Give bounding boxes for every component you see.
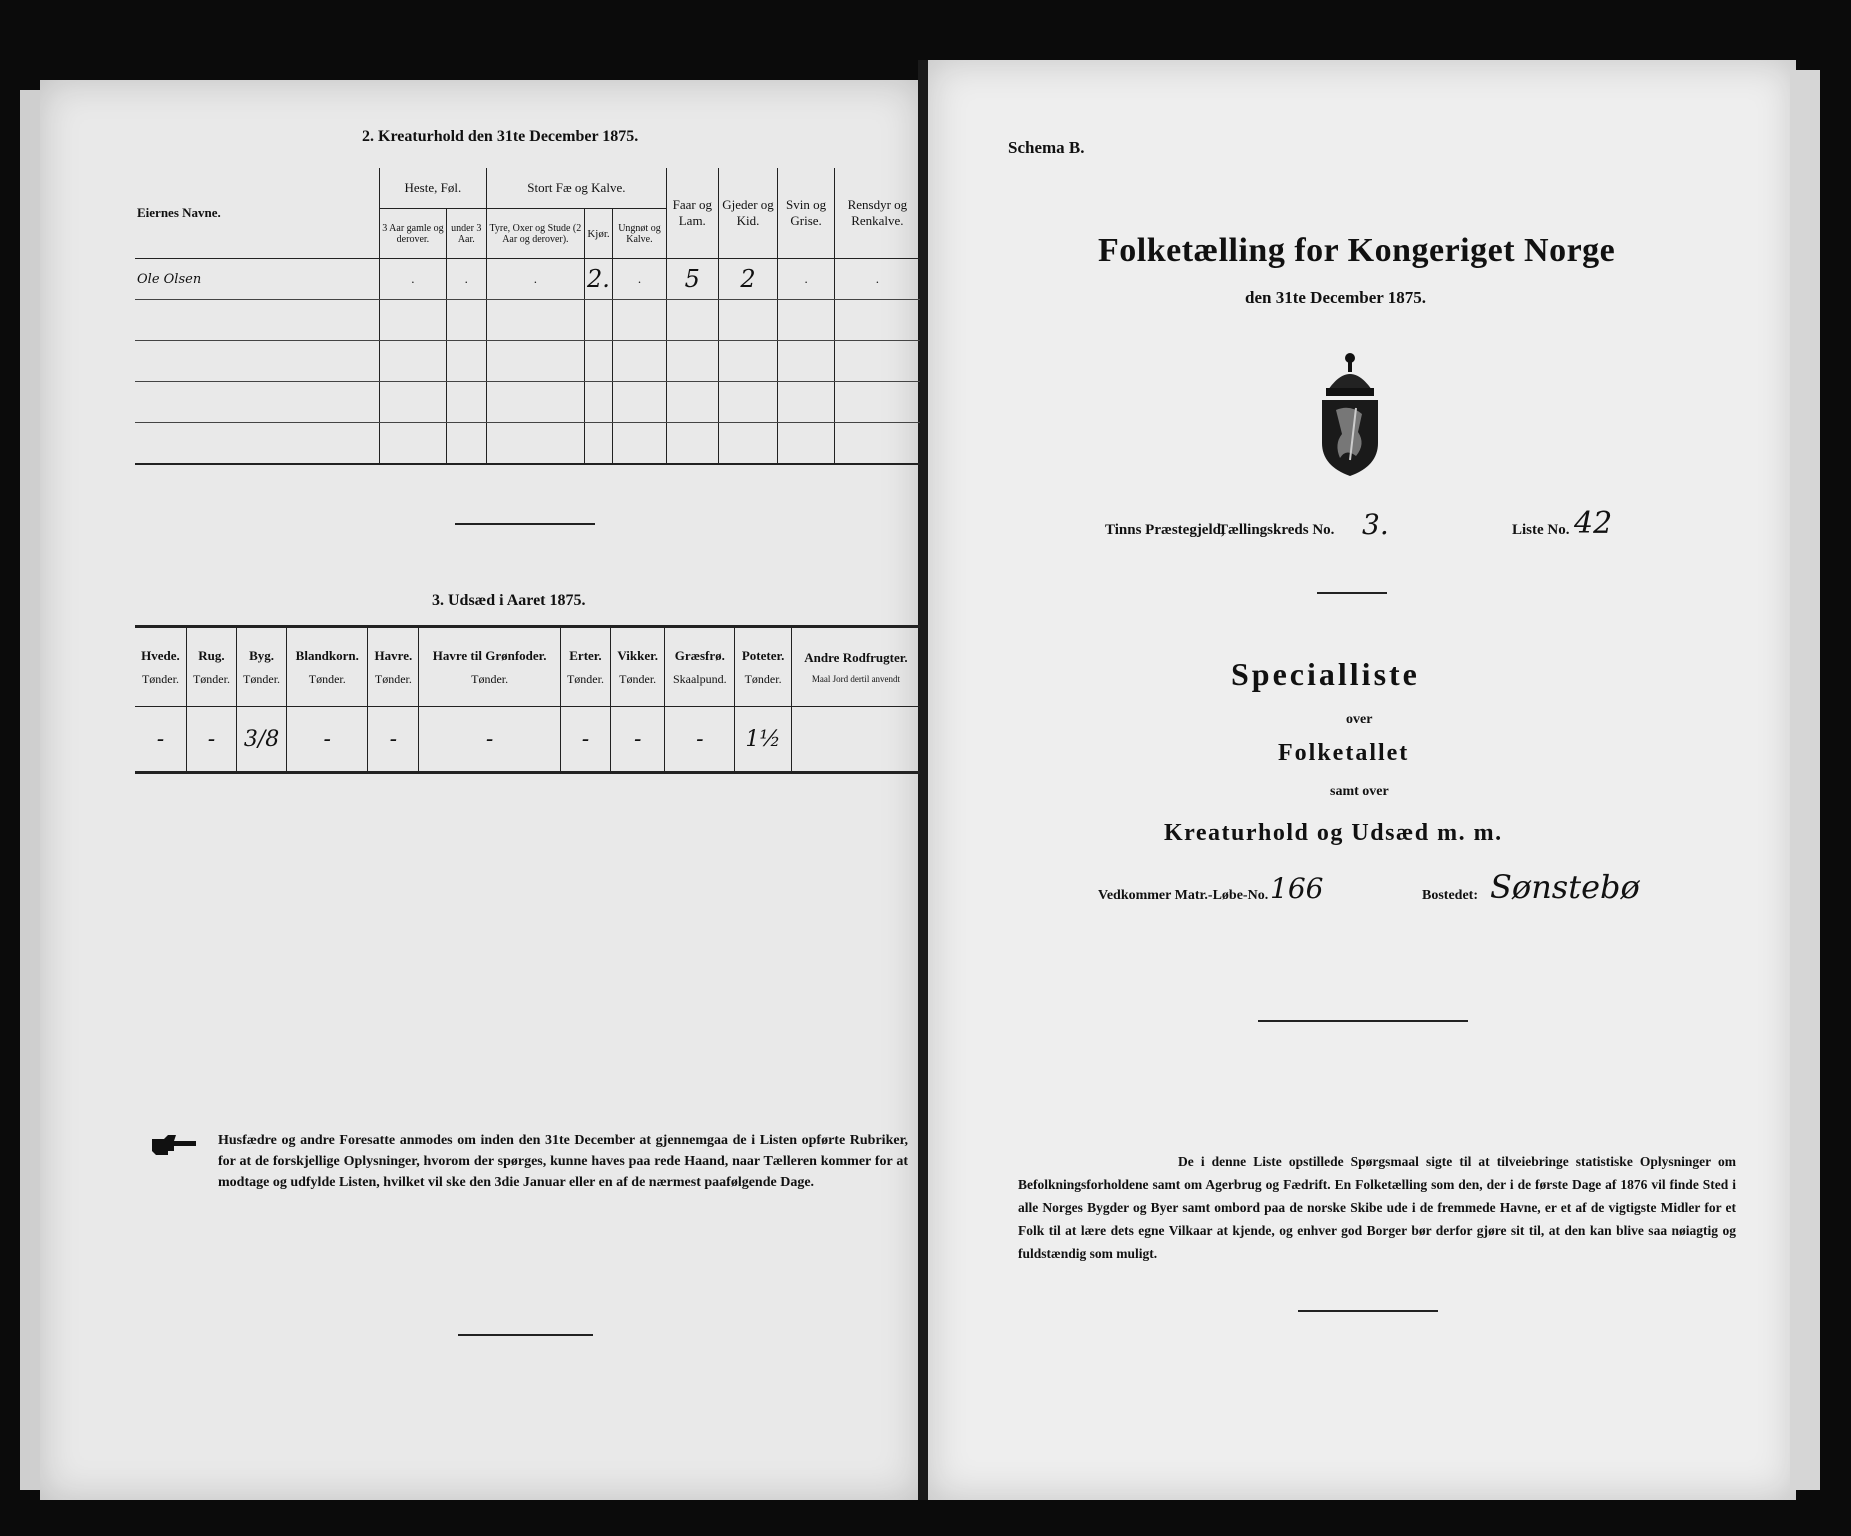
table-row bbox=[135, 300, 920, 341]
owner-name: Ole Olsen bbox=[135, 259, 380, 300]
unit-label: Tønder. bbox=[141, 671, 179, 686]
sheep-header: Faar og Lam. bbox=[666, 168, 718, 259]
sowing-column-header bbox=[419, 627, 561, 707]
goats-header: Gjeder og Kid. bbox=[718, 168, 778, 259]
census-title: Folketælling for Kongeriget Norge bbox=[1098, 232, 1616, 269]
divider bbox=[1317, 592, 1387, 594]
cell-value: . bbox=[380, 259, 447, 300]
matr-number: 166 bbox=[1270, 872, 1324, 905]
crop-name: Havre. bbox=[374, 647, 413, 663]
cell-value: . bbox=[446, 259, 486, 300]
cell-value: - bbox=[156, 726, 165, 752]
sowing-column-header bbox=[135, 627, 186, 707]
divider bbox=[458, 1334, 593, 1336]
crop-name: Græsfrø. bbox=[674, 647, 725, 663]
unit-label: Tønder. bbox=[619, 671, 657, 686]
bulls-header: Tyre, Oxer og Stude (2 Aar og derover). bbox=[486, 209, 584, 259]
unit-label: Maal Jord dertil anvendt bbox=[811, 674, 901, 684]
place-name: Sønstebø bbox=[1490, 868, 1640, 906]
sowing-table bbox=[135, 625, 920, 774]
cell-value bbox=[791, 707, 920, 773]
cell-value: - bbox=[287, 707, 368, 773]
sowing-column-header bbox=[611, 627, 665, 707]
unit-label: Tønder. bbox=[374, 671, 412, 686]
sowing-column-header bbox=[237, 627, 287, 707]
cell-value: - bbox=[419, 707, 561, 773]
table-row bbox=[135, 423, 920, 465]
cell-value: . bbox=[834, 259, 920, 300]
horses-adult-header: 3 Aar gamle og derover. bbox=[380, 209, 447, 259]
section2-title: 2. Kreaturhold den 31te December 1875. bbox=[362, 128, 639, 145]
unit-label: Tønder. bbox=[308, 671, 346, 686]
divider bbox=[1298, 1310, 1438, 1312]
livestock-table bbox=[135, 168, 920, 465]
unit-label: Tønder. bbox=[566, 671, 604, 686]
cell-value: 5 bbox=[666, 259, 718, 300]
sowing-column-header bbox=[368, 627, 419, 707]
sowing-column-header bbox=[735, 627, 792, 707]
crop-name: Andre Rodfrugter. bbox=[804, 650, 908, 665]
samt-over-label: samt over bbox=[1330, 784, 1389, 799]
place-label: Bostedet: bbox=[1422, 888, 1478, 903]
subheading: Kreaturhold og Udsæd m. m. bbox=[1164, 820, 1503, 846]
crop-name: Erter. bbox=[569, 647, 602, 663]
crop-name: Hvede. bbox=[141, 647, 180, 663]
table-row bbox=[135, 341, 920, 382]
cell-value: 3/8 bbox=[237, 707, 287, 773]
schema-label: Schema B. bbox=[1008, 138, 1085, 157]
table-row bbox=[135, 707, 920, 773]
sowing-column-header bbox=[791, 627, 920, 707]
unit-label: Tønder. bbox=[744, 671, 782, 686]
cows-header: Kjør. bbox=[585, 209, 613, 259]
sowing-column-header bbox=[186, 627, 236, 707]
page-edge-right bbox=[1790, 70, 1820, 1490]
cell-value: - bbox=[665, 707, 735, 773]
unit-label: Tønder. bbox=[243, 671, 281, 686]
cell-value: . bbox=[612, 259, 666, 300]
calves-header: Ungnøt og Kalve. bbox=[612, 209, 666, 259]
right-page bbox=[928, 60, 1796, 1500]
crop-name: Poteter. bbox=[741, 647, 785, 663]
crop-name: Byg. bbox=[249, 647, 275, 663]
sowing-column-header bbox=[665, 627, 735, 707]
list-number: 42 bbox=[1574, 506, 1613, 541]
table-row bbox=[135, 259, 920, 300]
cattle-group-header: Stort Fæ og Kalve. bbox=[486, 168, 666, 209]
matr-label: Vedkommer Matr.-Løbe-No. bbox=[1098, 888, 1269, 903]
reindeer-header: Rensdyr og Renkalve. bbox=[834, 168, 920, 259]
cell-value: . bbox=[486, 259, 584, 300]
crop-name: Rug. bbox=[198, 647, 225, 663]
district-label: Tællingskreds No. bbox=[1218, 522, 1335, 538]
pigs-header: Svin og Grise. bbox=[778, 168, 834, 259]
district-number: 3. bbox=[1362, 508, 1389, 541]
cell-value: - bbox=[368, 707, 419, 773]
specialliste-heading: Specialliste bbox=[1231, 656, 1420, 692]
cell-value: . bbox=[778, 259, 834, 300]
instruction-note: Husfædre og andre Foresatte anmodes om inden den 31te December at gjennemgaa de i Listen opførte Rubriker, for at de forskjellige Oplysninger, hvorom der spørges, kunne haves paa rede Haand, naar Tælleren kommer for at modtage og udfylde Listen, hvilket vil ske den 3die Januar eller en af de nærmest paafølgende Dage. bbox=[218, 1133, 908, 1190]
horses-group-header: Heste, Føl. bbox=[380, 168, 487, 209]
census-date: den 31te December 1875. bbox=[1245, 288, 1426, 307]
norwegian-coat-of-arms-icon bbox=[1310, 348, 1390, 478]
unit-label: Tønder. bbox=[471, 671, 509, 686]
folketallet-label: Folketallet bbox=[1278, 740, 1410, 766]
table-row bbox=[135, 382, 920, 423]
cell-value: 1½ bbox=[735, 707, 792, 773]
parish-label: Tinns Præstegjeld, bbox=[1105, 522, 1225, 538]
crop-name: Blandkorn. bbox=[295, 647, 359, 663]
sowing-column-header bbox=[287, 627, 368, 707]
census-explanation: De i denne Liste opstillede Spørgsmaal sigte til at tilveiebringe statistiske Oplysninger om Befolkningsforholdene samt om Agerbrug og Fædrift. En Folketælling som den, der i de første Dage af 1876 vil finde Sted i alle Norges Bygder og Byer samt ombord paa de norske Skibe ude i de fremmede Havne, er et af de vigtigste Midler for et Folk til at lære dets egne Vilkaar at kjende, og enhver god Borger bør derfor gjøre sit til, at den kan blive saa nøiagtig og fuldstændig som muligt. bbox=[1018, 1154, 1736, 1261]
cell-value: - bbox=[611, 707, 665, 773]
unit-label: Tønder. bbox=[192, 671, 230, 686]
list-label: Liste No. bbox=[1512, 522, 1570, 538]
crop-name: Vikker. bbox=[617, 647, 658, 663]
cell-value: - bbox=[560, 707, 610, 773]
divider bbox=[455, 523, 595, 525]
cell-value: - bbox=[186, 707, 236, 773]
crop-name: Havre til Grønfoder. bbox=[432, 647, 547, 663]
cell-value: 2 bbox=[718, 259, 778, 300]
owner-header: Eiernes Navne. bbox=[135, 168, 380, 259]
pointing-hand-icon bbox=[150, 1133, 200, 1159]
cell-value: 2. bbox=[585, 259, 613, 300]
section3-title: 3. Udsæd i Aaret 1875. bbox=[432, 592, 586, 609]
unit-label: Skaalpund. bbox=[672, 671, 727, 686]
sowing-column-header bbox=[560, 627, 610, 707]
divider bbox=[1258, 1020, 1468, 1022]
horses-young-header: under 3 Aar. bbox=[446, 209, 486, 259]
over-label: over bbox=[1346, 712, 1373, 727]
